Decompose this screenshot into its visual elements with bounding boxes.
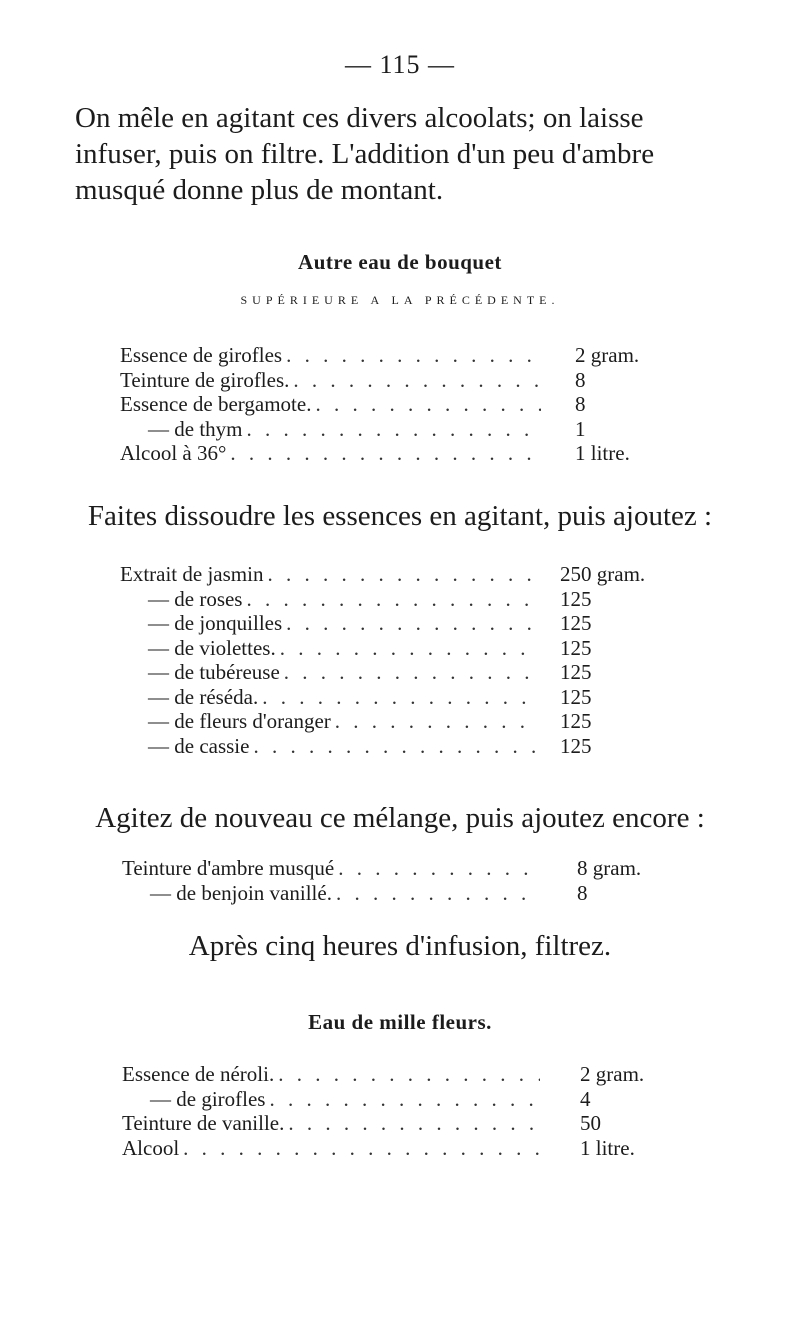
ingredient-row: [122, 1087, 670, 1112]
ingredient-qty: 125: [560, 635, 592, 660]
ingredient-qty: 1: [575, 416, 586, 441]
ingredient-qty: 8: [575, 367, 586, 392]
extracts-table: [120, 562, 665, 758]
ingredient-label: — de benjoin vanillé.: [150, 880, 332, 905]
ingredient-label: — de tubéreuse: [148, 660, 280, 684]
ingredient-label: Alcool: [122, 1135, 180, 1160]
ingredient-row: [120, 562, 665, 587]
ingredient-row: [122, 1062, 670, 1087]
ingredient-label: — de girofles: [150, 1086, 266, 1111]
ingredient-row: [120, 660, 665, 685]
ingredient-qty: 1 litre.: [580, 1135, 635, 1160]
tinctures-table: [122, 856, 667, 905]
ingredients-table: [122, 1062, 670, 1160]
instruction-text: Agitez de nouveau ce mélange, puis ajoutez encore :: [95, 802, 705, 834]
recipe-title: Eau de mille fleurs.: [308, 1010, 492, 1034]
intro-line: infuser, puis on filtre. L'addition d'un peu d'ambre: [75, 138, 655, 170]
ingredients-table: [120, 343, 655, 466]
ingredient-label: Teinture de girofles.: [120, 367, 290, 392]
ingredient-qty: 125: [560, 709, 592, 733]
ingredient-row: [120, 734, 665, 759]
instruction-text: Après cinq heures d'infusion, filtrez.: [188, 930, 612, 962]
ingredient-qty: 4: [580, 1086, 591, 1111]
page-number: — 115 —: [344, 50, 456, 79]
ingredient-row: [122, 881, 667, 906]
ingredient-row: [122, 1111, 670, 1136]
ingredient-label: Extrait de jasmin: [120, 562, 264, 586]
ingredient-label: Teinture d'ambre musqué: [122, 856, 335, 880]
ingredient-qty: 8 gram.: [577, 856, 642, 880]
ingredient-row: [122, 856, 667, 881]
ingredient-label: Essence de bergamote.: [120, 392, 312, 416]
ingredient-row: [120, 636, 665, 661]
ingredient-qty: 50: [580, 1111, 601, 1135]
ingredient-qty: 8: [575, 392, 586, 416]
ingredient-row: [120, 417, 655, 442]
ingredient-qty: 125: [560, 684, 592, 709]
ingredient-label: — de roses: [148, 586, 243, 611]
ingredient-qty: 125: [560, 733, 592, 758]
ingredient-label: — de jonquilles: [148, 611, 283, 635]
ingredient-qty: 125: [560, 660, 592, 684]
ingredient-label: — de réséda.: [148, 684, 259, 709]
ingredient-qty: 2 gram.: [580, 1062, 645, 1086]
ingredient-label: — de fleurs d'oranger: [148, 709, 331, 733]
ingredient-label: — de violettes.: [148, 635, 276, 660]
ingredient-row: [120, 441, 655, 466]
ingredient-row: [120, 392, 655, 417]
ingredient-qty: 125: [560, 611, 592, 635]
ingredient-row: [120, 685, 665, 710]
intro-paragraph: [75, 100, 715, 208]
ingredient-row: [122, 1136, 670, 1161]
ingredient-qty: 1 litre.: [575, 441, 630, 465]
ingredient-label: Essence de girofles: [120, 343, 283, 367]
intro-line: On mêle en agitant ces divers alcoolats; on laisse: [75, 102, 644, 134]
ingredient-label: Teinture de vanille.: [122, 1111, 285, 1135]
ingredient-qty: 2 gram.: [575, 343, 640, 367]
ingredient-row: [120, 368, 655, 393]
ingredient-row: [120, 587, 665, 612]
ingredient-label: Essence de néroli.: [122, 1062, 275, 1086]
instruction-text: Faites dissoudre les essences en agitant, puis ajoutez :: [87, 500, 713, 532]
ingredient-label: Alcool à 36°: [120, 441, 227, 465]
ingredient-row: [120, 709, 665, 734]
ingredient-label: — de thym: [148, 416, 243, 441]
ingredient-qty: 250 gram.: [560, 562, 646, 586]
ingredient-qty: 125: [560, 586, 592, 611]
ingredient-qty: 8: [577, 880, 588, 905]
ingredient-row: [120, 343, 655, 368]
recipe-title: Autre eau de bouquet: [298, 250, 502, 274]
ingredient-label: — de cassie: [148, 733, 250, 758]
intro-line: musqué donne plus de montant.: [75, 174, 444, 206]
ingredient-row: [120, 611, 665, 636]
recipe-subtitle: SUPÉRIEURE A LA PRÉCÉDENTE.: [240, 293, 560, 307]
